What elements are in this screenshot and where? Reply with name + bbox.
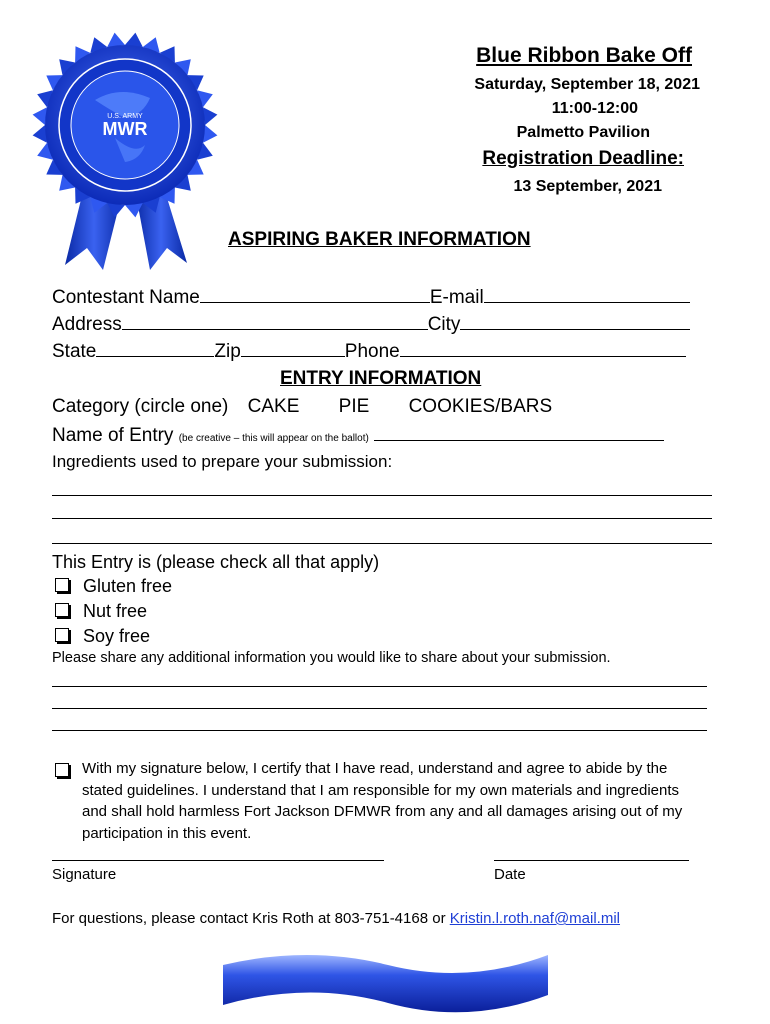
event-time: 11:00-12:00 [551, 100, 638, 117]
option-soy-free[interactable]: Soy free [55, 626, 150, 647]
contact-email-link[interactable]: Kristin.l.roth.naf@mail.mil [449, 910, 621, 927]
address-label: Address [52, 314, 122, 335]
address-field[interactable] [122, 313, 428, 330]
zip-label: Zip [214, 341, 241, 362]
signature-line[interactable] [52, 860, 384, 861]
city-field[interactable] [460, 313, 690, 330]
category-label: Category (circle one) [52, 396, 229, 417]
baker-section-heading: ASPIRING BAKER INFORMATION [228, 229, 531, 250]
city-label: City [427, 314, 461, 335]
zip-field[interactable] [241, 340, 345, 357]
deadline-date: 13 September, 2021 [513, 178, 662, 195]
option-gluten-free[interactable]: Gluten free [55, 576, 172, 597]
ingredients-line-3[interactable] [52, 543, 712, 544]
bottom-banner [218, 945, 553, 1017]
contact-text: For questions, please contact Kris Roth at 803-751-4168 or [52, 910, 446, 927]
checkbox-icon[interactable] [55, 578, 69, 592]
checkbox-icon[interactable] [55, 628, 69, 642]
deadline-label: Registration Deadline: [482, 148, 684, 169]
entry-name-row [52, 424, 664, 447]
option-nut-free[interactable]: Nut free [55, 601, 147, 622]
additional-line-1[interactable] [52, 686, 707, 687]
additional-info-label: Please share any additional information you would like to share about your submission. [52, 650, 611, 666]
signature-label: Signature [52, 866, 117, 883]
checkbox-icon[interactable] [55, 763, 69, 777]
event-date: Saturday, September 18, 2021 [474, 76, 700, 93]
category-pie[interactable]: PIE [338, 396, 370, 417]
event-location: Palmetto Pavilion [516, 124, 650, 141]
date-line[interactable] [494, 860, 689, 861]
logo-main-text: MWR [102, 119, 148, 139]
category-cake[interactable]: CAKE [247, 396, 300, 417]
entry-name-note: (be creative – this will appear on the ballot) [178, 433, 369, 444]
contestant-name-label: Contestant Name [52, 287, 200, 308]
certify-text: With my signature below, I certify that I have read, understand and agree to abide by the stated guidelines. I understand that I am responsible for my own materials and ingredients and shall hold harmless Fort Jackson DFMWR from any and all damages arising out of my participation in this event. [82, 760, 683, 842]
checkbox-icon[interactable] [55, 603, 69, 617]
ribbon-logo [25, 30, 220, 275]
address-city-row [52, 313, 690, 336]
state-field[interactable] [96, 340, 214, 357]
state-label: State [52, 341, 97, 362]
entry-name-field[interactable] [374, 424, 664, 441]
ingredients-line-1[interactable] [52, 495, 712, 496]
email-label: E-mail [429, 287, 484, 308]
ingredients-line-2[interactable] [52, 518, 712, 519]
name-email-row [52, 286, 690, 309]
category-cookies-bars[interactable]: COOKIES/BARS [408, 396, 553, 417]
email-field[interactable] [484, 286, 690, 303]
phone-label: Phone [344, 341, 400, 362]
certify-block [55, 758, 705, 844]
additional-line-3[interactable] [52, 730, 707, 731]
date-label: Date [494, 866, 526, 883]
contestant-name-field[interactable] [200, 286, 430, 303]
additional-line-2[interactable] [52, 708, 707, 709]
event-title: Blue Ribbon Bake Off [476, 44, 692, 67]
blue-banner-icon [218, 945, 553, 1017]
logo-top-text: U.S. ARMY [107, 113, 143, 120]
state-zip-phone-row [52, 340, 686, 363]
ingredients-label: Ingredients used to prepare your submission: [52, 452, 393, 471]
entry-section-heading: ENTRY INFORMATION [280, 368, 482, 389]
entry-name-label: Name of Entry [52, 425, 174, 446]
category-row [52, 396, 552, 418]
contact-line [52, 910, 620, 927]
applies-label: This Entry is (please check all that apply) [52, 552, 380, 572]
blue-ribbon-icon [25, 30, 220, 275]
phone-field[interactable] [400, 340, 686, 357]
